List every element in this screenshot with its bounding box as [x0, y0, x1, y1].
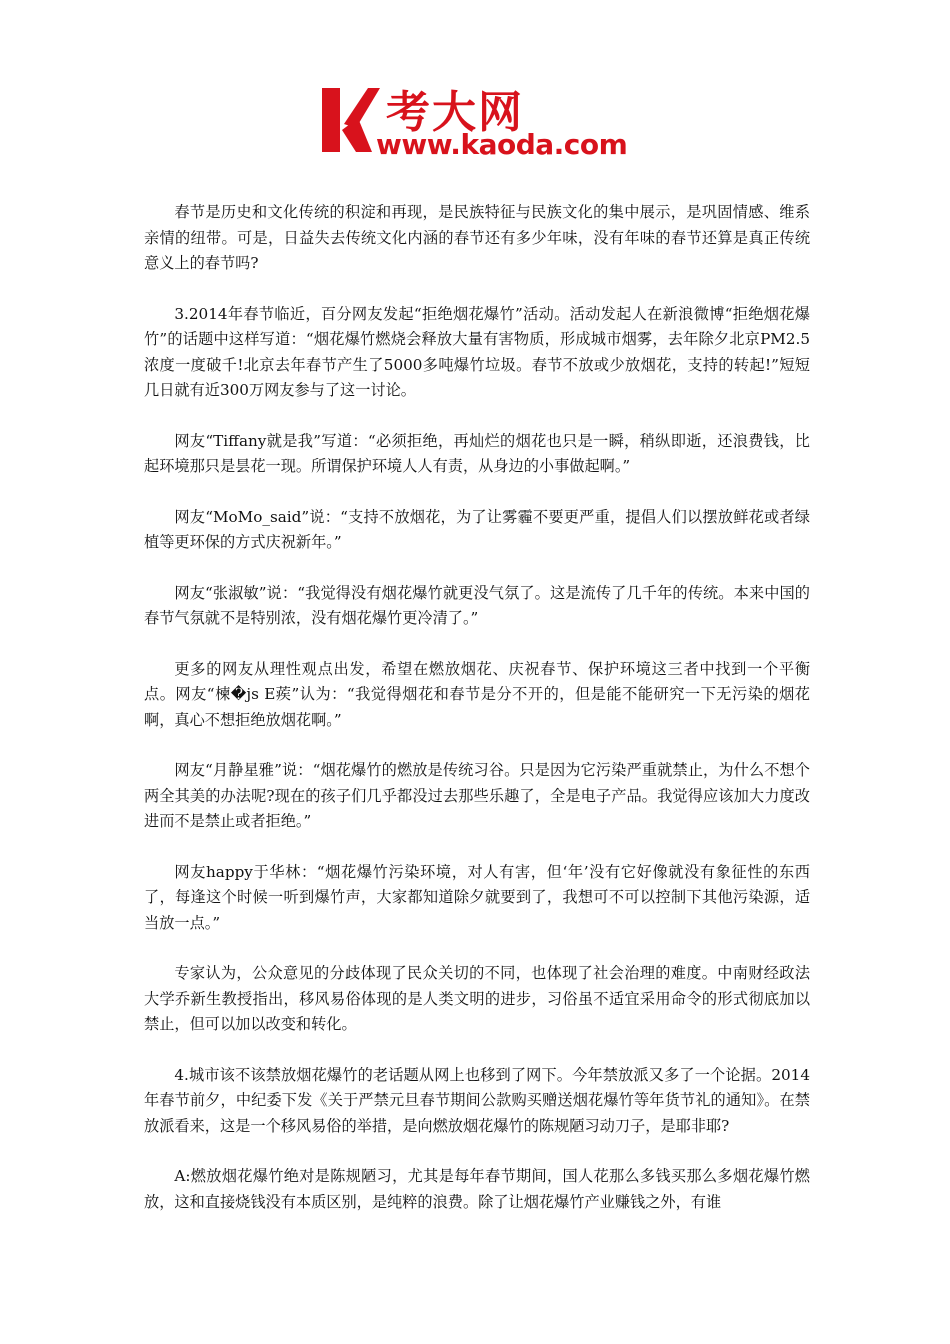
- paragraph: 网友“张淑敏”说：“我觉得没有烟花爆竹就更没气氛了。这是流传了几千年的传统。本来中国的春节气氛就不是特别浓，没有烟花爆竹更冷清了。”: [144, 583, 810, 627]
- paragraph: 4.城市该不该禁放烟花爆竹的老话题从网上也移到了网下。今年禁放派又多了一个论据。2014年春节前夕，中纪委下发《关于严禁元旦春节期间公款购买赠送烟花爆竹等年货节礼的通知》。在禁放派看来，这是一个移风易俗的举措，是向燃放烟花爆竹的陈规陋习动刀子，是耶非耶?: [144, 1065, 810, 1135]
- paragraph: 春节是历史和文化传统的积淀和再现，是民族特征与民族文化的集中展示，是巩固情感、维系亲情的纽带。可是，日益失去传统文化内涵的春节还有多少年味，没有年味的春节还算是真正传统意义上的春节吗?: [144, 203, 810, 272]
- paragraph: 更多的网友从理性观点出发，希望在燃放烟花、庆祝春节、保护环境这三者中找到一个平衡点。网友“楝�js E蒺”认为：“我觉得烟花和春节是分不开的，但是能不能研究一下无污染的烟花啊，真心不想拒绝放烟花啊。”: [144, 659, 810, 729]
- paragraph: 网友“Tiffany就是我”写道：“必须拒绝，再灿烂的烟花也只是一瞬，稍纵即逝，还浪费钱，比起环境那只是昙花一现。所谓保护环境人人有责，从身边的小事做起啊。”: [144, 431, 810, 475]
- kaoda-logo: [320, 80, 640, 160]
- logo-title: 考大网: [386, 87, 524, 138]
- paragraph: 3.2014年春节临近，百分网友发起“拒绝烟花爆竹”活动。活动发起人在新浪微博“拒绝烟花爆竹”的话题中这样写道：“烟花爆竹燃烧会释放大量有害物质，形成城市烟雾，去年除夕北京PM2.5浓度一度破千!北京去年春节产生了5000多吨爆竹垃圾。春节不放或少放烟花，支持的转起!”短短几日就有近300万网友参与了这一讨论。: [144, 304, 810, 399]
- paragraph: 专家认为，公众意见的分歧体现了民众关切的不同，也体现了社会治理的难度。中南财经政法大学乔新生教授指出，移风易俗体现的是人类文明的进步，习俗虽不适宜采用命令的形式彻底加以禁止，但可以加以改变和转化。: [144, 964, 810, 1033]
- k-logo-icon: [320, 84, 382, 156]
- logo-url: www.kaoda.com: [376, 128, 628, 161]
- paragraph: 网友“月静星雅”说：“烟花爆竹的燃放是传统习谷。只是因为它污染严重就禁止，为什么不想个两全其美的办法呢?现在的孩子们几乎都没过去那些乐趣了，全是电子产品。我觉得应该加大力度改进而不是禁止或者拒绝。”: [144, 761, 810, 830]
- paragraph: 网友happy于华林：“烟花爆竹污染环境，对人有害，但‘年’没有它好像就没有象征性的东西了，每逢这个时候一听到爆竹声，大家都知道除夕就要到了，我想可不可以控制下其他污染源，适当放一点。”: [144, 862, 810, 932]
- article-body: [144, 200, 810, 1240]
- paragraph: A:燃放烟花爆竹绝对是陈规陋习，尤其是每年春节期间，国人花那么多钱买那么多烟花爆竹燃放，这和直接烧钱没有本质区别，是纯粹的浪费。除了让烟花爆竹产业赚钱之外，有谁: [144, 1167, 810, 1211]
- paragraph: 网友“MoMo_said”说：“支持不放烟花，为了让雾霾不要更严重，提倡人们以摆放鲜花或者绿植等更环保的方式庆祝新年。”: [144, 507, 810, 551]
